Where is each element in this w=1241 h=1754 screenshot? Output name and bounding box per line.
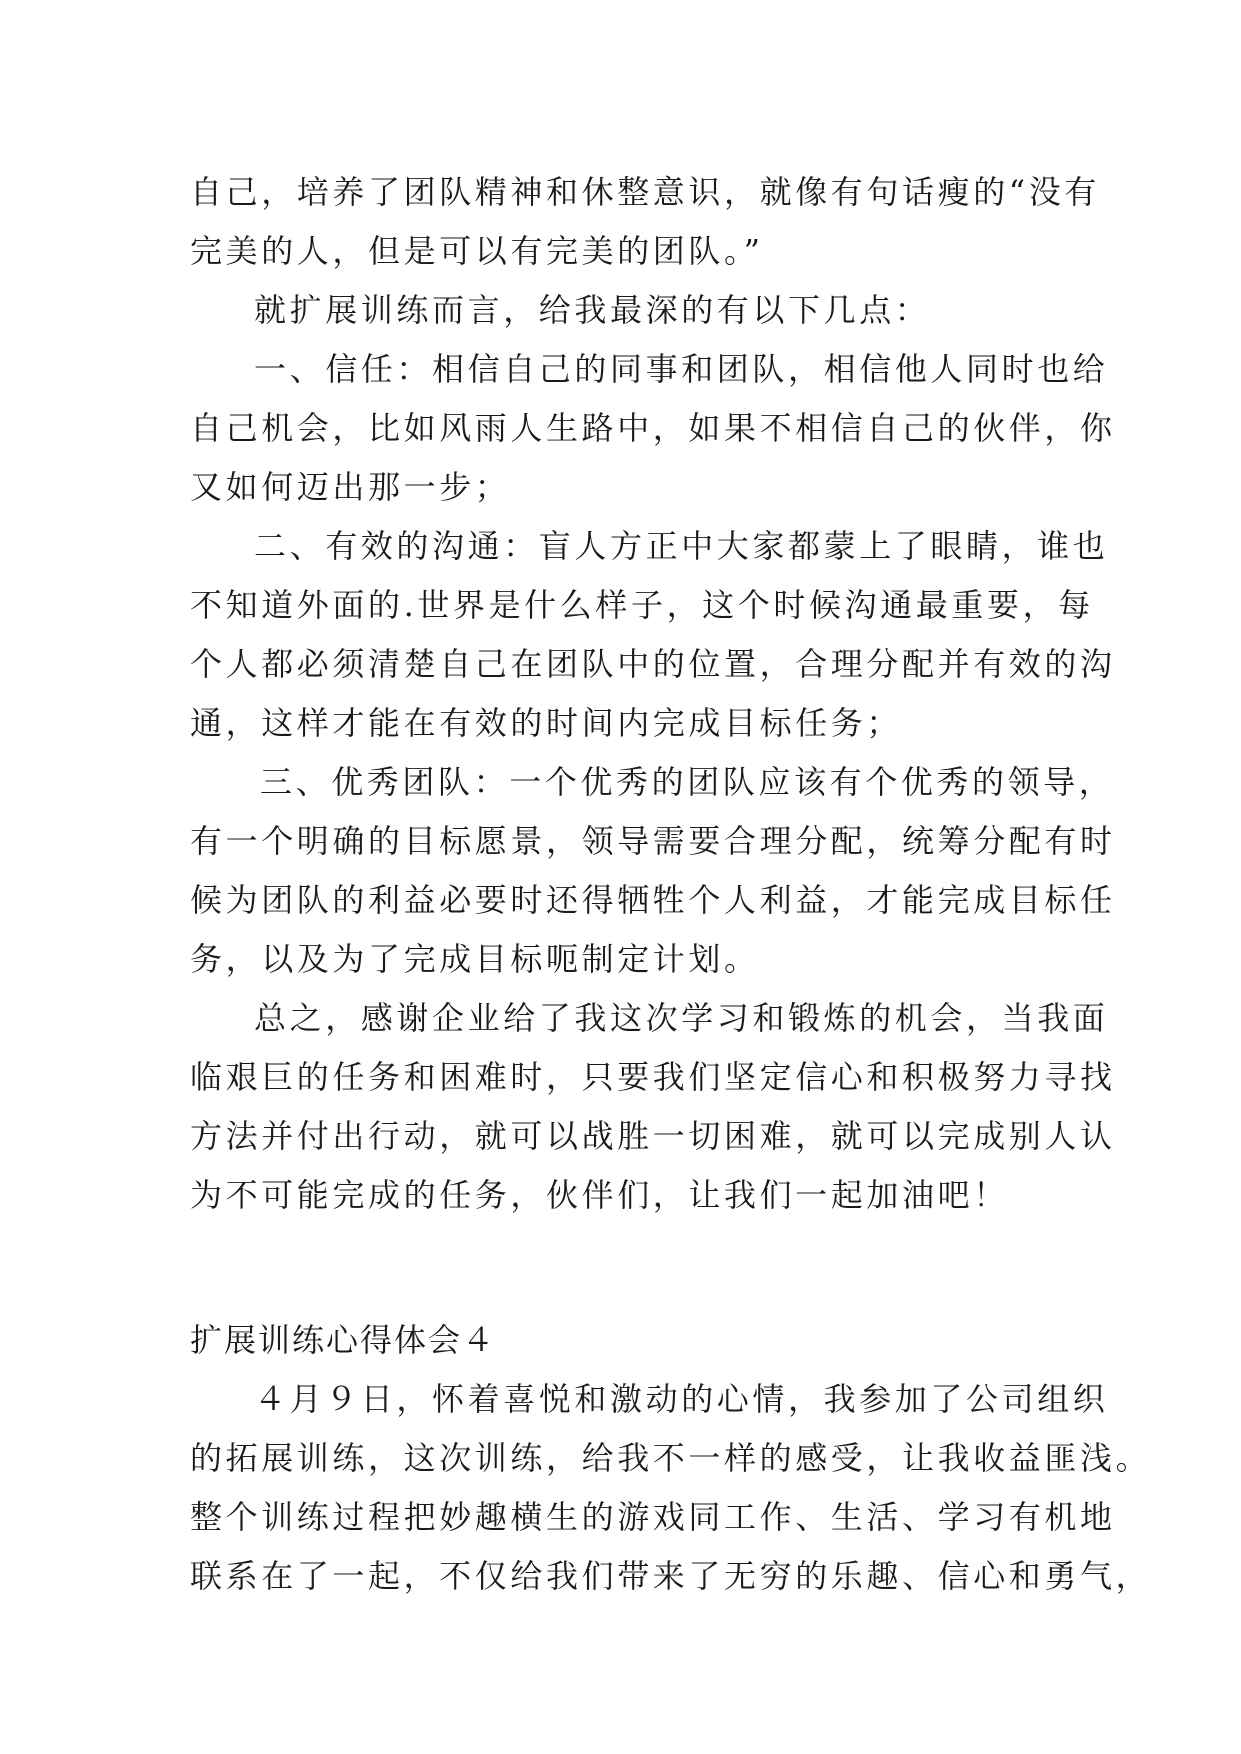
paragraph-line: 二、有效的沟通：盲人方正中大家都蒙上了眼睛，谁也 bbox=[254, 527, 1109, 565]
paragraph-line: 的拓展训练，这次训练，给我不一样的感受，让我收益匪浅。 bbox=[190, 1439, 1152, 1477]
paragraph-line: 为不可能完成的任务，伙伴们，让我们一起加油吧！ bbox=[190, 1176, 1009, 1214]
paragraph-line: 就扩展训练而言，给我最深的有以下几点： bbox=[254, 291, 931, 329]
paragraph-line: 通，这样才能在有效的时间内完成目标任务； bbox=[190, 704, 903, 742]
paragraph-line: 候为团队的利益必要时还得牺牲个人利益，才能完成目标任 bbox=[190, 881, 1116, 919]
paragraph-line: ４月９日，怀着喜悦和激动的心情，我参加了公司组织 bbox=[254, 1380, 1109, 1418]
paragraph-line: 一、信任：相信自己的同事和团队，相信他人同时也给 bbox=[254, 350, 1109, 388]
paragraph-line: 整个训练过程把妙趣横生的游戏同工作、生活、学习有机地 bbox=[190, 1498, 1116, 1536]
paragraph-line: 不知道外面的.世界是什么样子，这个时候沟通最重要，每 bbox=[190, 586, 1094, 624]
paragraph-line: 务，以及为了完成目标呃制定计划。 bbox=[190, 940, 760, 978]
section-heading: 扩展训练心得体会４ bbox=[190, 1321, 497, 1359]
paragraph-line: 方法并付出行动，就可以战胜一切困难，就可以完成别人认 bbox=[190, 1117, 1116, 1155]
paragraph-line: 自己机会，比如风雨人生路中，如果不相信自己的伙伴，你 bbox=[190, 409, 1116, 447]
paragraph-line: 临艰巨的任务和困难时，只要我们坚定信心和积极努力寻找 bbox=[190, 1058, 1116, 1096]
document-body bbox=[190, 163, 1116, 1225]
paragraph-line: 有一个明确的目标愿景，领导需要合理分配，统筹分配有时 bbox=[190, 822, 1116, 860]
paragraph-line: 个人都必须清楚自己在团队中的位置，合理分配并有效的沟 bbox=[190, 645, 1116, 683]
paragraph-line: 总之，感谢企业给了我这次学习和锻炼的机会，当我面 bbox=[254, 999, 1109, 1037]
paragraph-line: 联系在了一起，不仅给我们带来了无穷的乐趣、信心和勇气， bbox=[190, 1557, 1152, 1595]
paragraph-line: 完美的人，但是可以有完美的团队。” bbox=[190, 232, 764, 270]
paragraph-line: 三、优秀团队：一个优秀的团队应该有个优秀的领导， bbox=[260, 763, 1115, 801]
paragraph-line: 自己，培养了团队精神和休整意识，就像有句话瘦的“没有 bbox=[190, 173, 1100, 211]
paragraph-line: 又如何迈出那一步； bbox=[190, 468, 511, 506]
section-4 bbox=[190, 1311, 1152, 1606]
